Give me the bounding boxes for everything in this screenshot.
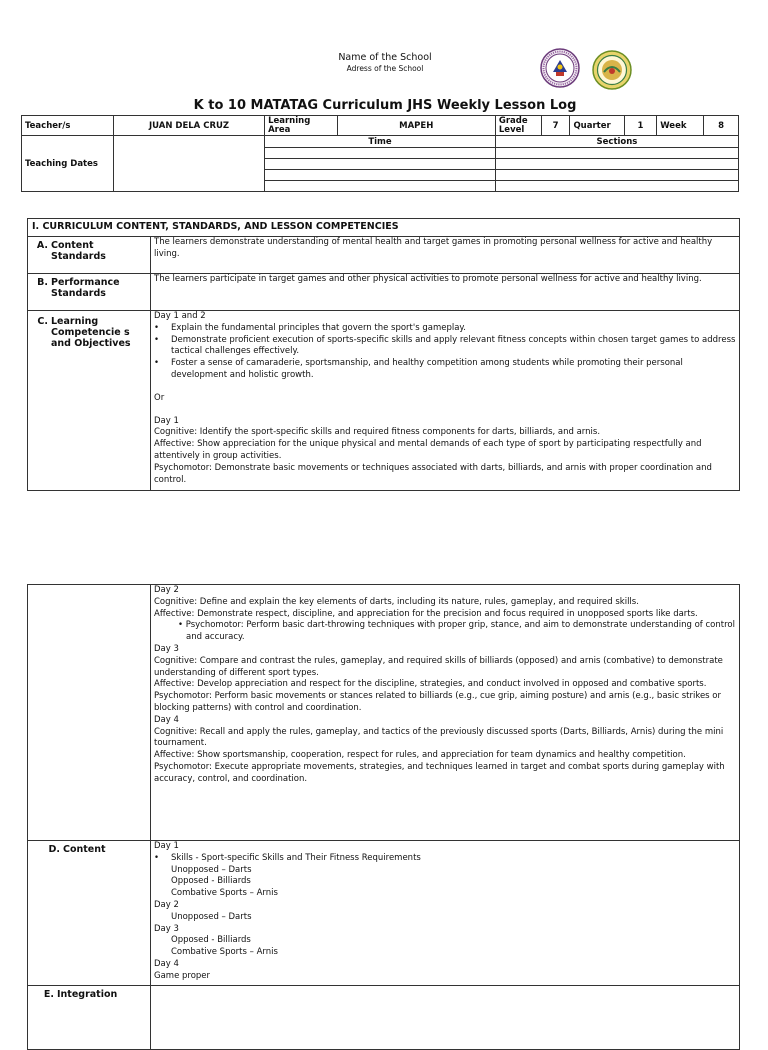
affective-objective: Affective: Show appreciation for the unique physical and mental demands of each type of sport by participating respectfully and attentively in group activities. <box>154 439 702 461</box>
or-text: Or <box>154 392 165 403</box>
affective-objective: Affective: Develop appreciation and respect for the discipline, strategies, and conduct involved in opposed and combative sports. <box>154 679 707 690</box>
day-heading: Day 3 <box>154 643 179 654</box>
item-label: Integration <box>57 989 118 1000</box>
week-label: Week <box>657 116 704 136</box>
time-header: Time <box>265 136 496 148</box>
day-heading: Day 1 and 2 <box>154 311 206 321</box>
competencies-continued-text <box>151 585 740 841</box>
performance-standards-text: The learners participate in target games and other physical activities to promote personal wellness for active and healthy living. <box>151 274 740 311</box>
item-label: Learning Competencie s and Objectives <box>51 316 131 349</box>
section-heading: I. CURRICULUM CONTENT, STANDARDS, AND LESSON COMPETENCIES <box>28 219 740 237</box>
content-subitem: Unopposed – Darts <box>171 864 252 875</box>
time-cell[interactable] <box>265 170 496 181</box>
item-label: Content Standards <box>51 240 106 262</box>
item-label: Content <box>63 844 106 855</box>
competencies-continued-label <box>28 585 151 841</box>
day-heading: Day 4 <box>154 714 179 725</box>
objective-bullet: • Explain the fundamental principles that govern the sport's gameplay. <box>154 323 736 335</box>
teacher-label: Teacher/s <box>22 116 114 136</box>
learning-competencies-label <box>28 311 151 491</box>
curriculum-content-continued-table <box>27 584 740 1050</box>
item-letter: C. <box>37 316 48 327</box>
section-cell[interactable] <box>495 159 738 170</box>
cognitive-objective: Cognitive: Compare and contrast the rules, gameplay, and required skills of billiards (opposed) and arnis (combative) to demonstrate understanding of different sport types. <box>154 655 723 678</box>
cognitive-objective: Cognitive: Identify the sport-specific skills and required fitness components for darts, billiards, and arnis. <box>154 427 601 438</box>
time-cell[interactable] <box>265 159 496 170</box>
cognitive-objective: Cognitive: Recall and apply the rules, gameplay, and tactics of the previously discussed sports (Darts, Billiards, Arnis) during the mini tournament. <box>154 726 724 749</box>
objective-bullet: • Foster a sense of camaraderie, sportsmanship, and healthy competition among students while promoting their personal development and holistic growth. <box>154 358 736 382</box>
content-subitem: Opposed - Billiards <box>171 935 251 946</box>
teacher-value: JUAN DELA CRUZ <box>113 116 264 136</box>
curriculum-content-table <box>27 218 740 491</box>
cognitive-objective: Cognitive: Define and explain the key elements of darts, including its nature, rules, gameplay, and required skills. <box>154 596 639 607</box>
content-bullet: • Skills - Sport-specific Skills and Their Fitness Requirements <box>154 853 736 865</box>
section-cell[interactable] <box>495 148 738 159</box>
item-letter: B. <box>37 277 48 288</box>
grade-level-label: Grade Level <box>495 116 541 136</box>
psychomotor-objective: Psychomotor: Execute appropriate movements, strategies, and techniques learned in target and combat sports during gameplay with accuracy, control, and coordination. <box>154 761 725 784</box>
psychomotor-objective: Psychomotor: Demonstrate basic movements or techniques associated with darts, billiards, and arnis with proper coordination and control. <box>154 462 712 485</box>
day-heading: Day 1 <box>154 841 179 851</box>
page-title: K to 10 MATATAG Curriculum JHS Weekly Lesson Log <box>193 98 577 113</box>
psychomotor-objective: • Psychomotor: Perform basic dart-throwing techniques with proper grip, stance, and aim to demonstrate understanding of control and accuracy. <box>154 620 736 644</box>
deped-seal-icon <box>540 48 580 88</box>
content-subitem: Opposed - Billiards <box>171 876 251 887</box>
time-cell[interactable] <box>265 148 496 159</box>
sections-header: Sections <box>495 136 738 148</box>
affective-objective: Affective: Show sportsmanship, cooperation, respect for rules, and appreciation for team dynamics and healthy competition. <box>154 750 686 761</box>
item-letter: A. <box>36 240 48 251</box>
item-letter: E. <box>43 989 54 1000</box>
content-subitem: Combative Sports – Arnis <box>171 888 278 899</box>
affective-objective: Affective: Demonstrate respect, discipline, and appreciation for the precision and focus required in unopposed sports like darts. <box>154 608 698 619</box>
integration-text[interactable] <box>151 986 740 1050</box>
objective-bullet: • Demonstrate proficient execution of sports-specific skills and apply relevant fitness concepts within chosen target games to address tactical challenges effectively. <box>154 335 736 359</box>
grade-level-value: 7 <box>541 116 570 136</box>
day-heading: Day 4 <box>154 958 179 969</box>
day-heading: Day 1 <box>154 415 179 426</box>
learning-area-label: Learning Area <box>265 116 338 136</box>
section-cell[interactable] <box>495 170 738 181</box>
content-standards-label <box>28 237 151 274</box>
week-value: 8 <box>704 116 739 136</box>
teaching-dates-label: Teaching Dates <box>22 136 114 192</box>
day-heading: Day 3 <box>154 923 179 934</box>
school-address: Adress of the School <box>346 64 424 73</box>
content-subitem: Combative Sports – Arnis <box>171 947 278 958</box>
time-cell[interactable] <box>265 180 496 191</box>
school-seal-icon <box>592 50 632 90</box>
content-subitem: Unopposed – Darts <box>171 911 252 922</box>
day-heading: Day 2 <box>154 899 179 910</box>
day-heading: Day 2 <box>154 585 179 595</box>
performance-standards-label <box>28 274 151 311</box>
learning-competencies-text <box>151 311 740 491</box>
content-standards-text: The learners demonstrate understanding of mental health and target games in promoting personal wellness for active and healthy living. <box>151 237 740 274</box>
content-label <box>28 841 151 986</box>
school-name: Name of the School <box>338 52 432 63</box>
content-subitem: Game proper <box>154 970 211 981</box>
teaching-dates-value[interactable] <box>113 136 264 192</box>
section-cell[interactable] <box>495 180 738 191</box>
item-letter: D. <box>48 844 60 855</box>
psychomotor-objective: Psychomotor: Perform basic movements or stances related to billiards (e.g., cue grip, aiming posture) and arnis (e.g., basic strikes or blocking patterns) with control and coordination. <box>154 691 721 713</box>
teacher-info-table <box>21 115 739 192</box>
quarter-label: Quarter <box>570 116 624 136</box>
learning-area-value: MAPEH <box>337 116 495 136</box>
item-label: Performance Standards <box>51 277 120 299</box>
integration-label <box>28 986 151 1050</box>
content-text <box>151 841 740 986</box>
quarter-value: 1 <box>624 116 657 136</box>
